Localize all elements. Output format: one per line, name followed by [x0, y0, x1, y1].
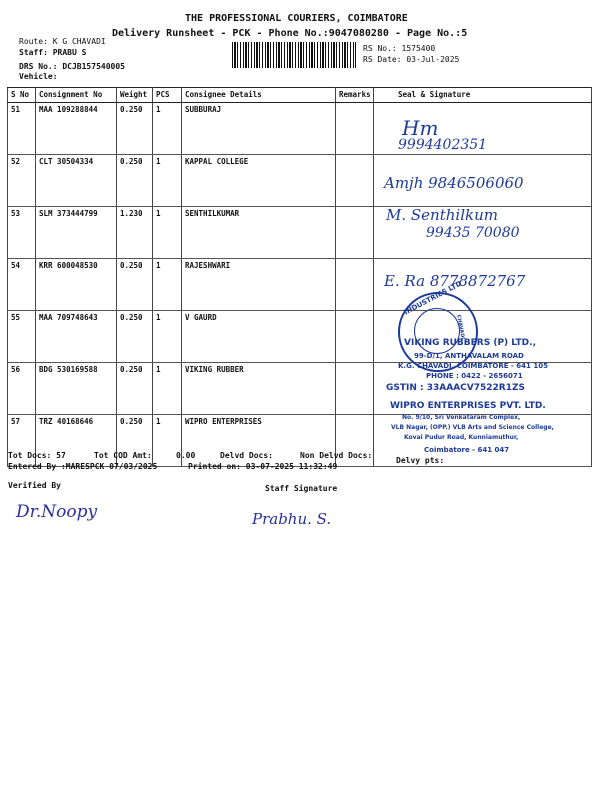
stamp-viking-phone: PHONE : 0422 - 2656071 [426, 372, 523, 380]
cell-consignee: VIKING RUBBER [182, 363, 336, 415]
cell-consignment: BDG 530169588 [36, 363, 117, 415]
cell-pcs: 1 [153, 155, 182, 207]
cell-consignment: CLT 30504334 [36, 155, 117, 207]
non-delivered-docs: Non Delvd Docs: [300, 451, 373, 460]
runsheet-subtitle: Delivery Runsheet - PCK - Phone No.:9047080280 - Page No.:5 [112, 28, 468, 39]
delivered-docs: Delvd Docs: [220, 451, 273, 460]
signature-53-name: M. Senthilkum [386, 206, 498, 224]
col-remarks: Remarks [336, 88, 374, 103]
cell-weight: 0.250 [117, 259, 153, 311]
seal-ring-city: CHAVADI [455, 314, 466, 340]
cell-pcs: 1 [153, 259, 182, 311]
cell-weight: 0.250 [117, 103, 153, 155]
col-consignment: Consignment No [36, 88, 117, 103]
cell-pcs: 1 [153, 311, 182, 363]
cell-remarks [336, 259, 374, 311]
cell-sno: 51 [8, 103, 36, 155]
cell-remarks [336, 207, 374, 259]
cell-consignee: V GAURD [182, 311, 336, 363]
cell-sno: 52 [8, 155, 36, 207]
cell-sno: 53 [8, 207, 36, 259]
cell-consignee: WIPRO ENTERPRISES [182, 415, 336, 467]
entered-by: Entered By :MARESPCK 07/03/2025 [8, 462, 158, 471]
rs-date: RS Date: 03-Jul-2025 [363, 55, 460, 64]
table-header-row [8, 88, 592, 103]
stamp-viking-gstin: GSTIN : 33AAACV7522R1ZS [386, 383, 525, 393]
rs-number: RS No.: 1575400 [363, 44, 436, 53]
stamp-wipro-address4: Coimbatore - 641 047 [424, 446, 510, 454]
cell-sno: 57 [8, 415, 36, 467]
cell-consignment: KRR 600048530 [36, 259, 117, 311]
cell-consignment: MAA 109288844 [36, 103, 117, 155]
stamp-viking-address1: 99-D/1, ANTHAVALAM ROAD [414, 352, 524, 360]
stamp-wipro-address3: Kovai Pudur Road, Kunniamuthur, [404, 434, 519, 441]
col-pcs: PCS [153, 88, 182, 103]
col-weight: Weight [117, 88, 153, 103]
staff-signature-label: Staff Signature [265, 484, 338, 493]
seal-ring-text: INDUSTRIES LTD [402, 279, 464, 317]
cell-sno: 56 [8, 363, 36, 415]
company-seal-icon [398, 292, 478, 372]
col-consignee: Consignee Details [182, 88, 336, 103]
stamp-wipro-name: WIPRO ENTERPRISES PVT. LTD. [390, 401, 546, 411]
signature-53-phone: 99435 70080 [426, 225, 520, 241]
cell-pcs: 1 [153, 207, 182, 259]
cell-consignment: MAA 709748643 [36, 311, 117, 363]
verified-signature: Dr.Noopy [16, 502, 98, 522]
cell-weight: 0.250 [117, 415, 153, 467]
signature-51-name: Hm [402, 116, 439, 140]
cell-remarks [336, 155, 374, 207]
cell-consignee: KAPPAL COLLEGE [182, 155, 336, 207]
total-cod-value: 0.00 [176, 451, 196, 460]
table-row [8, 103, 592, 155]
verified-by-label: Verified By [8, 481, 61, 490]
cell-remarks [336, 311, 374, 363]
cell-consignment: TRZ 40168646 [36, 415, 117, 467]
cell-consignee: SENTHILKUMAR [182, 207, 336, 259]
cell-remarks [336, 363, 374, 415]
barcode [232, 42, 356, 68]
signature-51-phone: 9994402351 [398, 137, 488, 153]
stamp-wipro-address1: No. 9/10, Sri Venkataram Complex, [402, 414, 521, 421]
cell-pcs: 1 [153, 363, 182, 415]
cell-weight: 0.250 [117, 155, 153, 207]
cell-sno: 55 [8, 311, 36, 363]
signature-55: E. Ra 8778872767 [384, 272, 526, 290]
col-sno: S No [8, 88, 36, 103]
cell-weight: 0.250 [117, 311, 153, 363]
printed-on: Printed on: 03-07-2025 11:32:49 [188, 462, 338, 471]
signature-52: Amjh 9846506060 [384, 174, 524, 192]
staff-signature: Prabhu. S. [252, 510, 332, 528]
staff-label: Staff: PRABU S [19, 48, 87, 57]
cell-weight: 1.230 [117, 207, 153, 259]
cell-pcs: 1 [153, 103, 182, 155]
route-label: Route: K G CHAVADI [19, 37, 106, 46]
cell-sno: 54 [8, 259, 36, 311]
cell-consignee: SUBBURAJ [182, 103, 336, 155]
drs-number: DRS No.: DCJB157540005 [19, 62, 125, 71]
stamp-viking-name: VIKING RUBBERS (P) LTD., [404, 338, 536, 348]
cell-consignee: RAJESHWARI [182, 259, 336, 311]
cell-pcs: 1 [153, 415, 182, 467]
delivery-points: Delvy pts: [396, 456, 445, 465]
total-docs: Tot Docs: 57 [8, 451, 66, 460]
cell-consignment: SLM 373444799 [36, 207, 117, 259]
cell-remarks [336, 103, 374, 155]
total-cod-label: Tot COD Amt: [94, 451, 152, 460]
vehicle-label: Vehicle: [19, 72, 58, 81]
stamp-wipro-address2: VLB Nagar, (OPP.) VLB Arts and Science College, [391, 424, 554, 431]
cell-weight: 0.250 [117, 363, 153, 415]
company-title: THE PROFESSIONAL COURIERS, COIMBATORE [185, 13, 408, 24]
col-seal-signature: Seal & Signature [374, 88, 592, 103]
stamp-viking-address2: K.G. CHAVADI, COIMBATORE - 641 105 [398, 362, 548, 370]
